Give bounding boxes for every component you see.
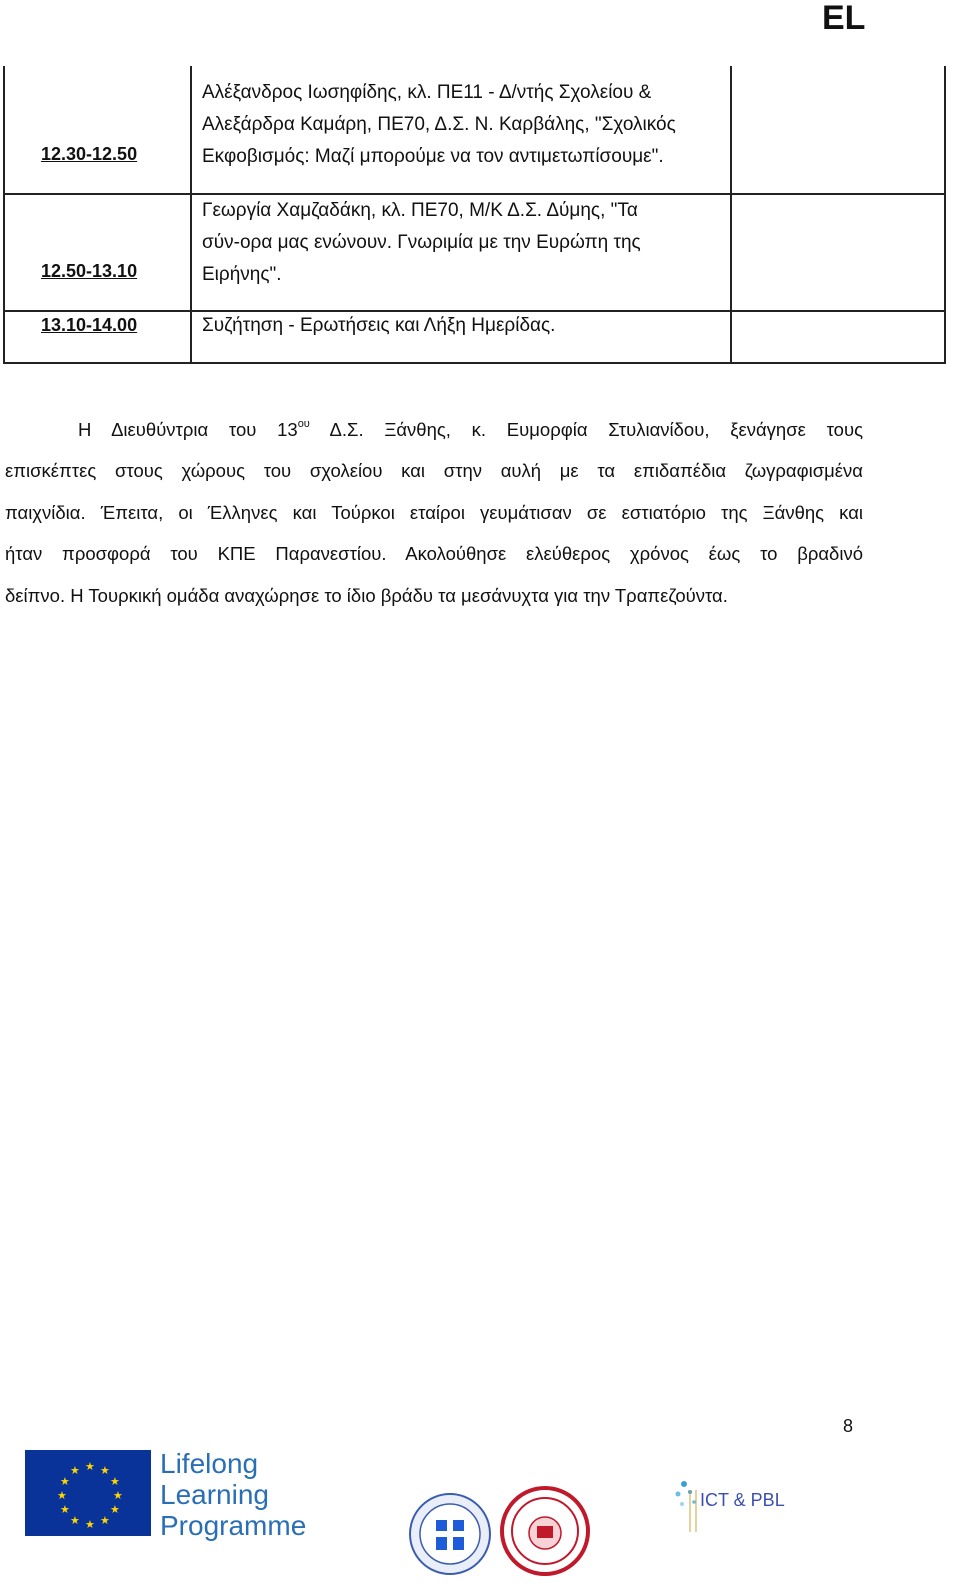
schedule-table [3, 66, 946, 368]
svg-text:★: ★ [60, 1503, 70, 1516]
greek-ministry-seal-icon [408, 1492, 492, 1576]
svg-text:★: ★ [113, 1489, 123, 1502]
row-time: 13.10-14.00 [41, 315, 138, 335]
svg-text:★: ★ [85, 1518, 95, 1531]
table-row [3, 66, 946, 193]
row-description: Γεωργία Χαμζαδάκη, κλ. ΠΕ70, Μ/Κ Δ.Σ. Δύμης, "Τα σύν-ορα μας ενώνουν. Γνωριμία με την Ευρώπη της Ειρήνης". [202, 200, 641, 285]
table-row [3, 193, 946, 310]
ict-pbl-label: ICT & PBL [700, 1490, 785, 1510]
turkish-education-seal-icon [500, 1486, 590, 1576]
svg-text:★: ★ [110, 1475, 120, 1488]
row-description: Συζήτηση - Ερωτήσεις και Λήξη Ημερίδας. [202, 315, 556, 336]
eu-flag-icon [25, 1450, 151, 1536]
svg-text:★: ★ [85, 1460, 95, 1473]
table-border-bottom [3, 362, 946, 364]
svg-text:★: ★ [57, 1489, 67, 1502]
row-time: 12.30-12.50 [41, 144, 138, 164]
svg-text:★: ★ [70, 1514, 80, 1527]
svg-text:★: ★ [70, 1464, 80, 1477]
svg-text:★: ★ [110, 1503, 120, 1516]
paragraph-line: δείπνο. Η Τουρκική ομάδα αναχώρησε το ίδιο βράδυ τα μεσάνυχτα για την Τραπεζούντα. [5, 584, 728, 606]
svg-text:★: ★ [100, 1514, 110, 1527]
svg-text:★: ★ [60, 1475, 70, 1488]
footer-logos [0, 1440, 960, 1590]
llp-logo-text: Lifelong Learning Programme [160, 1448, 307, 1541]
paragraph-line: παιχνίδια. Έπειτα, οι Έλληνες και Τούρκοι εταίροι γευμάτισαν σε εστιατόριο της Ξάνθης και [5, 501, 863, 523]
paragraph-line: Η Διευθύντρια του $13^{o\upsilon}$ Δ.Σ. Ξάνθης, κ. Ευμορφία Στυλιανίδου, ξενάγησε τους [78, 418, 863, 440]
language-code: EL [822, 0, 866, 37]
table-row [3, 310, 946, 362]
row-description: Αλέξανδρος Ιωσηφίδης, κλ. ΠΕ11 - Δ/ντής Σχολείου & Αλεξάρδρα Καμάρη, ΠΕ70, Δ.Σ. Ν. Καρβάλης, "Σχολικός Εκφοβισμός: Μαζί μπορούμε να τον αντιμετωπίσουμε". [202, 82, 676, 167]
svg-text:★: ★ [100, 1464, 110, 1477]
row-time: 12.50-13.10 [41, 261, 138, 281]
page-number: 8 [843, 1416, 854, 1436]
paragraph-line: επισκέπτες στους χώρους του σχολείου και στην αυλή με τα επιδαπέδια ζωγραφισμένα [5, 460, 863, 482]
body-paragraph [5, 404, 863, 616]
paragraph-line: ήταν προσφορά του ΚΠΕ Παρανεστίου. Ακολούθησε ελεύθερος χρόνος έως το βραδινό [5, 543, 863, 565]
